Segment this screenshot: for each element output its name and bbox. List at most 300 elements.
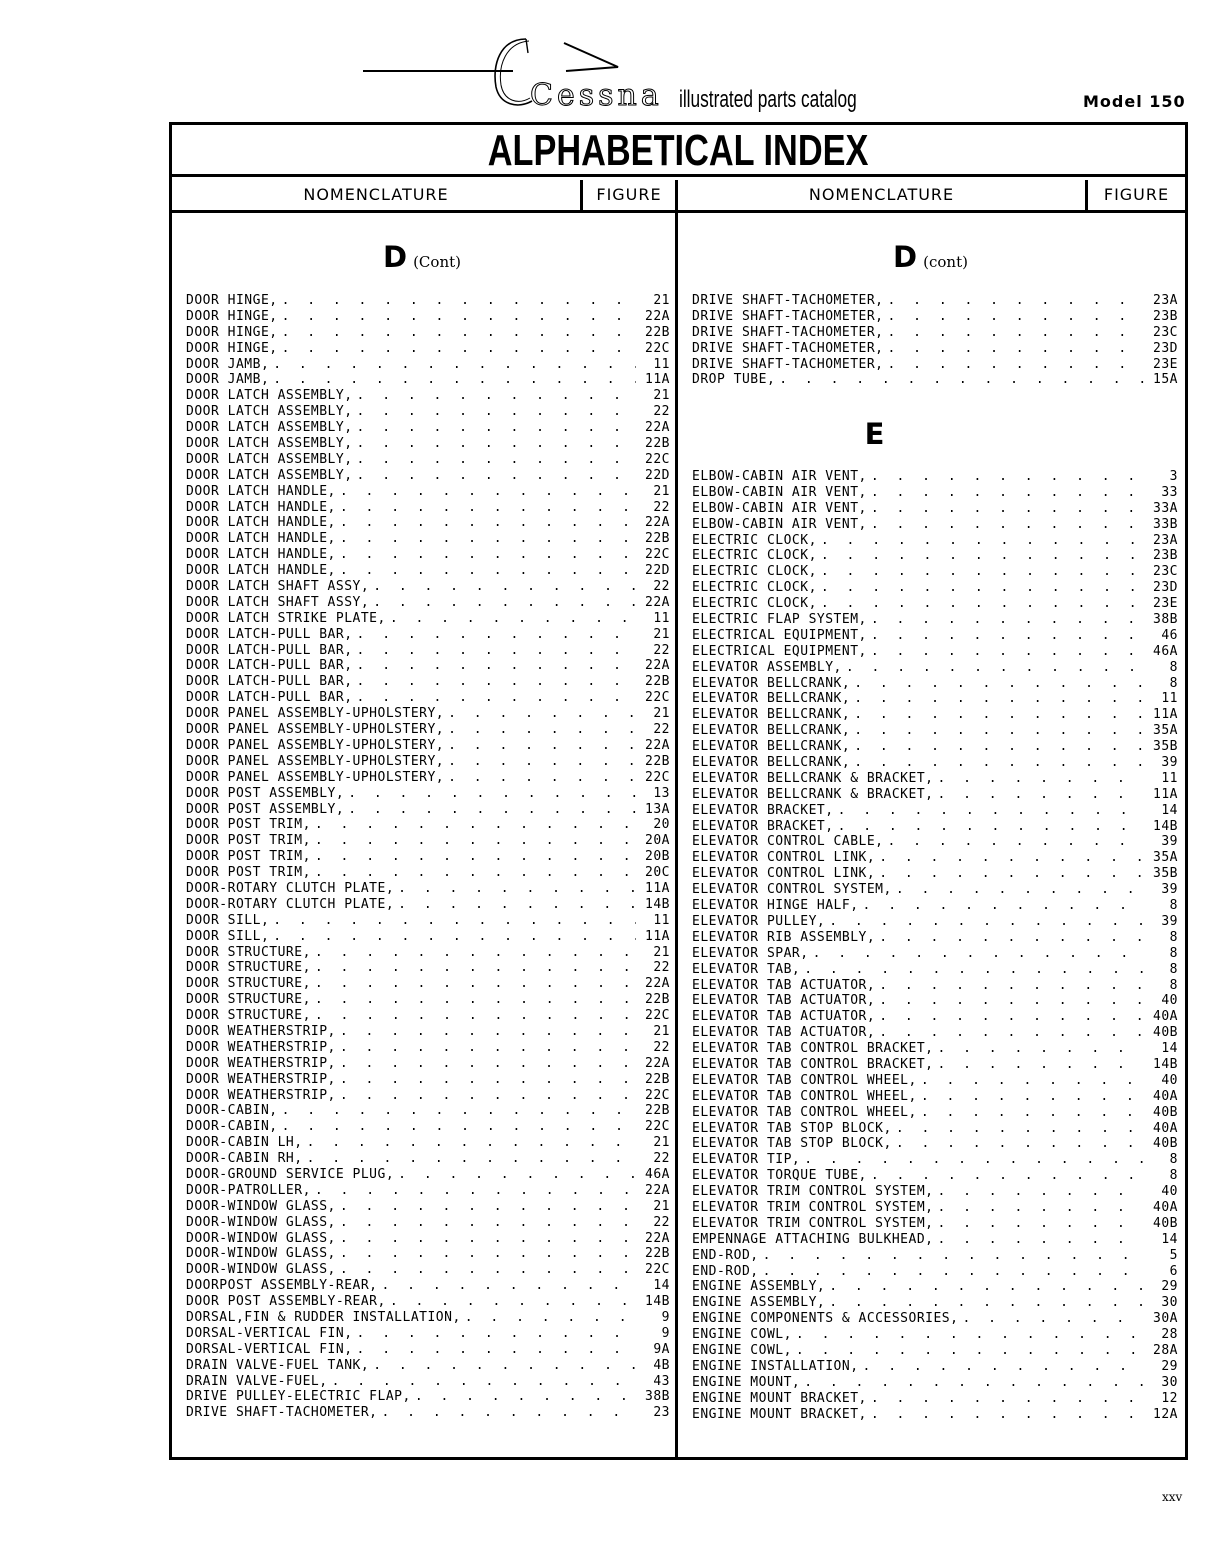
entry-name: ELEVATOR CONTROL LINK, bbox=[692, 850, 876, 866]
center-divider bbox=[675, 180, 678, 1457]
entry-figure: 20C bbox=[645, 865, 670, 881]
entry-figure: 22 bbox=[653, 499, 670, 515]
entry-figure: 40 bbox=[1161, 1184, 1178, 1200]
index-entry bbox=[692, 1089, 1178, 1105]
index-entry bbox=[186, 754, 670, 770]
entry-name: DOOR WEATHERSTRIP, bbox=[186, 1087, 336, 1103]
index-entry bbox=[692, 309, 1178, 325]
index-entry bbox=[692, 628, 1178, 644]
leader-dots bbox=[353, 674, 636, 690]
entry-figure: 22 bbox=[653, 404, 670, 420]
index-entry bbox=[186, 786, 670, 802]
leader-dots bbox=[850, 676, 1144, 692]
entry-figure: 11 bbox=[1161, 691, 1178, 707]
leader-dots bbox=[336, 1231, 636, 1247]
index-entry bbox=[692, 517, 1178, 533]
right-nomenclature-header: NOMENCLATURE bbox=[678, 180, 1085, 213]
leader-dots bbox=[884, 309, 1144, 325]
leader-dots bbox=[269, 929, 636, 945]
leader-dots bbox=[875, 930, 1144, 946]
entry-name: ENGINE MOUNT BRACKET, bbox=[692, 1390, 867, 1406]
index-entry bbox=[692, 1327, 1178, 1343]
entry-name: DOOR STRUCTURE, bbox=[186, 992, 311, 1008]
leader-dots bbox=[303, 1135, 636, 1151]
entry-figure: 11A bbox=[645, 928, 670, 944]
leader-dots bbox=[842, 660, 1144, 676]
leader-dots bbox=[809, 946, 1144, 962]
index-entry bbox=[186, 372, 670, 388]
entry-figure: 12A bbox=[1153, 1406, 1178, 1422]
entry-name: ELEVATOR CONTROL CABLE, bbox=[692, 834, 884, 850]
entry-figure: 11 bbox=[653, 912, 670, 928]
leader-dots bbox=[461, 1310, 636, 1326]
index-entry bbox=[692, 1168, 1178, 1184]
entry-name: DRAIN VALVE-FUEL TANK, bbox=[186, 1357, 370, 1373]
entry-name: DOOR LATCH HANDLE, bbox=[186, 563, 336, 579]
entry-name: DOOR-ROTARY CLUTCH PLATE, bbox=[186, 880, 395, 896]
entry-name: ENGINE COWL, bbox=[692, 1327, 792, 1343]
leader-dots bbox=[867, 469, 1144, 485]
entry-name: DOOR LATCH HANDLE, bbox=[186, 499, 336, 515]
entry-name: DOOR LATCH ASSEMBLY, bbox=[186, 451, 353, 467]
entry-name: DRIVE SHAFT-TACHOMETER, bbox=[692, 308, 884, 324]
entry-name: END-ROD, bbox=[692, 1247, 759, 1263]
entry-name: ENGINE COWL, bbox=[692, 1342, 792, 1358]
entry-figure: 23D bbox=[1153, 580, 1178, 596]
entry-figure: 40B bbox=[1153, 1025, 1178, 1041]
index-entry bbox=[692, 898, 1178, 914]
index-entry bbox=[186, 500, 670, 516]
index-entry bbox=[186, 706, 670, 722]
index-entry bbox=[186, 722, 670, 738]
entry-name: ENGINE COMPONENTS & ACCESSORIES, bbox=[692, 1311, 959, 1327]
index-entry bbox=[692, 946, 1178, 962]
entry-name: ELEVATOR BELLCRANK, bbox=[692, 755, 851, 771]
leader-dots bbox=[353, 420, 636, 436]
entry-name: ELECTRIC CLOCK, bbox=[692, 564, 817, 580]
entry-figure: 22A bbox=[645, 976, 670, 992]
entry-figure: 8 bbox=[1169, 1168, 1178, 1184]
index-entry bbox=[692, 1121, 1178, 1137]
leader-dots bbox=[867, 1407, 1144, 1423]
entry-name: DRIVE PULLEY-ELECTRIC FLAP, bbox=[186, 1389, 411, 1405]
leader-dots bbox=[933, 1232, 1144, 1248]
index-entry bbox=[186, 992, 670, 1008]
entry-name: DOOR PANEL ASSEMBLY-UPHOLSTERY, bbox=[186, 706, 445, 722]
entry-figure: 33 bbox=[1161, 484, 1178, 500]
entry-figure: 22A bbox=[645, 594, 670, 610]
entry-figure: 40A bbox=[1153, 1009, 1178, 1025]
entry-figure: 21 bbox=[653, 388, 670, 404]
entry-name: ELEVATOR TRIM CONTROL SYSTEM, bbox=[692, 1184, 934, 1200]
right-header-divider bbox=[1085, 180, 1088, 213]
entry-name: DORSAL-VERTICAL FIN, bbox=[186, 1325, 353, 1341]
entry-name: ENGINE ASSEMBLY, bbox=[692, 1279, 826, 1295]
index-entry bbox=[186, 1119, 670, 1135]
index-entry bbox=[692, 1105, 1178, 1121]
index-entry bbox=[692, 978, 1178, 994]
leader-dots bbox=[311, 960, 636, 976]
index-entry bbox=[692, 548, 1178, 564]
entry-figure: 22C bbox=[645, 690, 670, 706]
leader-dots bbox=[825, 1279, 1144, 1295]
entry-figure: 23C bbox=[1153, 564, 1178, 580]
entry-figure: 15A bbox=[1153, 372, 1178, 388]
index-entry bbox=[186, 945, 670, 961]
leader-dots bbox=[311, 992, 636, 1008]
entry-name: ENGINE ASSEMBLY, bbox=[692, 1295, 826, 1311]
entry-name: DOOR LATCH ASSEMBLY, bbox=[186, 404, 353, 420]
entry-name: DOORPOST ASSEMBLY-REAR, bbox=[186, 1278, 378, 1294]
index-entry bbox=[186, 547, 670, 563]
entry-name: DOOR LATCH SHAFT ASSY, bbox=[186, 579, 370, 595]
entry-name: DOOR HINGE, bbox=[186, 340, 278, 356]
index-entry bbox=[692, 914, 1178, 930]
entry-name: DOOR POST ASSEMBLY-REAR, bbox=[186, 1294, 386, 1310]
entry-name: DOOR-PATROLLER, bbox=[186, 1182, 311, 1198]
index-entry bbox=[186, 1342, 670, 1358]
entry-figure: 23C bbox=[1153, 324, 1178, 340]
leader-dots bbox=[336, 1199, 636, 1215]
entry-figure: 21 bbox=[653, 944, 670, 960]
entry-name: ELEVATOR BELLCRANK, bbox=[692, 675, 851, 691]
entry-figure: 14 bbox=[1161, 1041, 1178, 1057]
leader-dots bbox=[892, 882, 1144, 898]
title-bar bbox=[172, 125, 1185, 177]
entry-name: DORSAL-VERTICAL FIN, bbox=[186, 1341, 353, 1357]
page-title: ALPHABETICAL INDEX bbox=[488, 126, 869, 175]
entry-figure: 11 bbox=[653, 356, 670, 372]
entry-figure: 9 bbox=[661, 1325, 670, 1341]
right-figure-header: FIGURE bbox=[1088, 180, 1185, 213]
entry-figure: 22D bbox=[645, 467, 670, 483]
entry-figure: 22A bbox=[645, 658, 670, 674]
index-entry bbox=[186, 357, 670, 373]
entry-name: DRIVE SHAFT-TACHOMETER, bbox=[692, 324, 884, 340]
index-entry bbox=[692, 819, 1178, 835]
entry-name: DOOR POST TRIM, bbox=[186, 865, 311, 881]
leader-dots bbox=[311, 849, 636, 865]
index-entry bbox=[186, 770, 670, 786]
entry-figure: 22A bbox=[645, 1055, 670, 1071]
leader-dots bbox=[336, 500, 636, 516]
leader-dots bbox=[884, 325, 1144, 341]
leader-dots bbox=[933, 787, 1144, 803]
index-entry bbox=[186, 833, 670, 849]
leader-dots bbox=[958, 1311, 1144, 1327]
index-entry bbox=[186, 1151, 670, 1167]
entry-figure: 8 bbox=[1169, 961, 1178, 977]
entry-figure: 39 bbox=[1161, 834, 1178, 850]
entry-name: DOOR LATCH HANDLE, bbox=[186, 515, 336, 531]
leader-dots bbox=[933, 1041, 1144, 1057]
entry-figure: 22 bbox=[653, 1214, 670, 1230]
entry-name: DOOR LATCH HANDLE, bbox=[186, 547, 336, 563]
entry-figure: 22C bbox=[645, 547, 670, 563]
index-entry bbox=[692, 755, 1178, 771]
page-number: xxv bbox=[1162, 1490, 1183, 1504]
entry-figure: 14B bbox=[1153, 1056, 1178, 1072]
entry-name: DOOR-WINDOW GLASS, bbox=[186, 1262, 336, 1278]
leader-dots bbox=[875, 866, 1144, 882]
leader-dots bbox=[892, 1136, 1144, 1152]
entry-figure: 8 bbox=[1169, 659, 1178, 675]
index-entry bbox=[692, 1264, 1178, 1280]
entry-figure: 22B bbox=[645, 531, 670, 547]
leader-dots bbox=[336, 1024, 636, 1040]
index-entry bbox=[186, 1231, 670, 1247]
entry-figure: 11 bbox=[1161, 770, 1178, 786]
index-entry bbox=[186, 976, 670, 992]
entry-figure: 28 bbox=[1161, 1327, 1178, 1343]
leader-dots bbox=[311, 1008, 636, 1024]
left-figure-header: FIGURE bbox=[583, 180, 675, 213]
entry-figure: 33A bbox=[1153, 500, 1178, 516]
entry-name: DRIVE SHAFT-TACHOMETER, bbox=[692, 293, 884, 308]
entry-name: ELECTRICAL EQUIPMENT, bbox=[692, 643, 867, 659]
entry-name: DOOR STRUCTURE, bbox=[186, 1008, 311, 1024]
leader-dots bbox=[817, 533, 1144, 549]
entry-figure: 21 bbox=[653, 293, 670, 308]
entry-figure: 22C bbox=[645, 451, 670, 467]
entry-figure: 22B bbox=[645, 1103, 670, 1119]
entry-name: DOOR WEATHERSTRIP, bbox=[186, 1039, 336, 1055]
leader-dots bbox=[311, 976, 636, 992]
entry-figure: 14 bbox=[653, 1278, 670, 1294]
index-entry bbox=[186, 960, 670, 976]
entry-name: DOOR-CABIN, bbox=[186, 1119, 278, 1135]
entry-name: ELEVATOR TAB CONTROL WHEEL, bbox=[692, 1072, 917, 1088]
entry-name: DOOR LATCH HANDLE, bbox=[186, 531, 336, 547]
entry-figure: 35A bbox=[1153, 723, 1178, 739]
index-entry bbox=[692, 293, 1178, 309]
index-entry bbox=[186, 865, 670, 881]
index-entry bbox=[692, 1279, 1178, 1295]
entry-name: DOOR LATCH SHAFT ASSY, bbox=[186, 594, 370, 610]
entry-figure: 35A bbox=[1153, 850, 1178, 866]
index-entry bbox=[692, 1136, 1178, 1152]
leader-dots bbox=[386, 611, 636, 627]
entry-name: ELECTRIC CLOCK, bbox=[692, 596, 817, 612]
leader-dots bbox=[336, 1056, 636, 1072]
leader-dots bbox=[884, 341, 1144, 357]
entry-name: ELECTRIC CLOCK, bbox=[692, 548, 817, 564]
right-section-heading bbox=[678, 240, 1183, 274]
index-entry bbox=[186, 468, 670, 484]
leader-dots bbox=[867, 628, 1144, 644]
index-entry bbox=[692, 866, 1178, 882]
entry-name: DOOR LATCH HANDLE, bbox=[186, 483, 336, 499]
leader-dots bbox=[850, 755, 1144, 771]
entry-name: ELEVATOR TAB CONTROL WHEEL, bbox=[692, 1088, 917, 1104]
entry-figure: 8 bbox=[1169, 929, 1178, 945]
entry-figure: 38B bbox=[645, 1389, 670, 1405]
entry-name: DOOR POST ASSEMBLY, bbox=[186, 801, 345, 817]
index-entry bbox=[186, 484, 670, 500]
leader-dots bbox=[311, 945, 636, 961]
leader-dots bbox=[411, 1389, 636, 1405]
leader-dots bbox=[353, 658, 636, 674]
entry-name: ELEVATOR TAB CONTROL BRACKET, bbox=[692, 1056, 934, 1072]
index-entry bbox=[186, 595, 670, 611]
leader-dots bbox=[850, 691, 1144, 707]
index-entry bbox=[186, 1215, 670, 1231]
entry-name: ELEVATOR TAB CONTROL WHEEL, bbox=[692, 1104, 917, 1120]
index-entry bbox=[186, 436, 670, 452]
leader-dots bbox=[800, 1375, 1144, 1391]
entry-figure: 39 bbox=[1161, 882, 1178, 898]
leader-dots bbox=[444, 770, 636, 786]
index-entry bbox=[692, 1248, 1178, 1264]
index-entry bbox=[186, 817, 670, 833]
index-entry bbox=[186, 1326, 670, 1342]
leader-dots bbox=[353, 468, 636, 484]
leader-dots bbox=[278, 325, 636, 341]
entry-figure: 40A bbox=[1153, 1199, 1178, 1215]
index-entry bbox=[186, 929, 670, 945]
index-entry bbox=[186, 1008, 670, 1024]
entry-figure: 46A bbox=[645, 1166, 670, 1182]
entry-name: DRAIN VALVE-FUEL, bbox=[186, 1373, 328, 1389]
leader-dots bbox=[336, 1072, 636, 1088]
entry-figure: 14 bbox=[1161, 1231, 1178, 1247]
leader-dots bbox=[269, 357, 636, 373]
leader-dots bbox=[336, 563, 636, 579]
index-entry bbox=[186, 1040, 670, 1056]
entry-name: ELEVATOR TIP, bbox=[692, 1152, 801, 1168]
index-entry bbox=[186, 452, 670, 468]
index-entry bbox=[692, 834, 1178, 850]
entry-figure: 11A bbox=[1153, 707, 1178, 723]
entry-name: DOOR JAMB, bbox=[186, 356, 270, 372]
leader-dots bbox=[933, 1216, 1144, 1232]
entry-figure: 23B bbox=[1153, 548, 1178, 564]
entry-figure: 11A bbox=[645, 880, 670, 896]
entry-name: DOOR JAMB, bbox=[186, 372, 270, 388]
index-entry bbox=[692, 1073, 1178, 1089]
entry-figure: 46 bbox=[1161, 627, 1178, 643]
index-entry bbox=[186, 690, 670, 706]
entry-figure: 21 bbox=[653, 483, 670, 499]
entry-name: DOOR WEATHERSTRIP, bbox=[186, 1071, 336, 1087]
entry-figure: 14B bbox=[1153, 818, 1178, 834]
leader-dots bbox=[875, 993, 1144, 1009]
leader-dots bbox=[917, 1073, 1144, 1089]
index-entry bbox=[692, 1359, 1178, 1375]
index-entry bbox=[692, 533, 1178, 549]
entry-name: DOOR WEATHERSTRIP, bbox=[186, 1055, 336, 1071]
leader-dots bbox=[369, 579, 636, 595]
leader-dots bbox=[336, 1040, 636, 1056]
index-entry bbox=[186, 1262, 670, 1278]
leader-dots bbox=[850, 723, 1144, 739]
entry-figure: 11 bbox=[653, 610, 670, 626]
leader-dots bbox=[353, 388, 636, 404]
leader-dots bbox=[269, 372, 636, 388]
index-entry bbox=[186, 1103, 670, 1119]
entry-name: DOOR WEATHERSTRIP, bbox=[186, 1023, 336, 1039]
leader-dots bbox=[278, 341, 636, 357]
leader-dots bbox=[759, 1248, 1144, 1264]
entry-name: ELEVATOR TAB CONTROL BRACKET, bbox=[692, 1041, 934, 1057]
index-entry bbox=[186, 1405, 670, 1421]
entry-name: DOOR-CABIN RH, bbox=[186, 1151, 303, 1167]
brand-wordmark: Cessna bbox=[530, 78, 663, 113]
entry-figure: 40A bbox=[1153, 1120, 1178, 1136]
entry-figure: 3 bbox=[1169, 469, 1178, 484]
entry-figure: 23A bbox=[1153, 293, 1178, 308]
right-bottom-index-list bbox=[692, 469, 1178, 1422]
leader-dots bbox=[311, 833, 636, 849]
leader-dots bbox=[394, 1167, 636, 1183]
entry-figure: 21 bbox=[653, 1023, 670, 1039]
leader-dots bbox=[892, 1121, 1144, 1137]
index-entry bbox=[692, 993, 1178, 1009]
index-entry bbox=[186, 1056, 670, 1072]
leader-dots bbox=[269, 913, 636, 929]
entry-name: DOOR SILL, bbox=[186, 928, 270, 944]
entry-figure: 4B bbox=[653, 1357, 670, 1373]
index-entry bbox=[186, 881, 670, 897]
entry-name: ELEVATOR CONTROL SYSTEM, bbox=[692, 882, 892, 898]
entry-figure: 22B bbox=[645, 992, 670, 1008]
index-entry bbox=[186, 738, 670, 754]
entry-figure: 20B bbox=[645, 849, 670, 865]
index-entry bbox=[692, 1311, 1178, 1327]
entry-figure: 21 bbox=[653, 1135, 670, 1151]
entry-name: DRIVE SHAFT-TACHOMETER, bbox=[692, 340, 884, 356]
leader-dots bbox=[311, 817, 636, 833]
entry-name: DOOR LATCH ASSEMBLY, bbox=[186, 388, 353, 404]
entry-figure: 22 bbox=[653, 722, 670, 738]
entry-name: ELEVATOR TAB ACTUATOR, bbox=[692, 993, 876, 1009]
leader-dots bbox=[867, 644, 1144, 660]
leader-dots bbox=[884, 834, 1144, 850]
entry-name: ELEVATOR TAB STOP BLOCK, bbox=[692, 1136, 892, 1152]
leader-dots bbox=[867, 1391, 1144, 1407]
entry-name: ELEVATOR TAB ACTUATOR, bbox=[692, 1025, 876, 1041]
leader-dots bbox=[336, 484, 636, 500]
leader-dots bbox=[759, 1264, 1144, 1280]
leader-dots bbox=[817, 596, 1144, 612]
entry-name: ELEVATOR CONTROL LINK, bbox=[692, 866, 876, 882]
entry-name: ELEVATOR HINGE HALF, bbox=[692, 898, 859, 914]
leader-dots bbox=[311, 1183, 636, 1199]
entry-figure: 23E bbox=[1153, 356, 1178, 372]
entry-figure: 22B bbox=[645, 324, 670, 340]
leader-dots bbox=[394, 881, 636, 897]
entry-figure: 23D bbox=[1153, 340, 1178, 356]
index-frame bbox=[169, 122, 1188, 1460]
leader-dots bbox=[834, 803, 1144, 819]
index-entry bbox=[692, 357, 1178, 373]
entry-figure: 14B bbox=[645, 896, 670, 912]
index-entry bbox=[186, 1246, 670, 1262]
entry-figure: 11A bbox=[645, 372, 670, 388]
index-entry bbox=[692, 1216, 1178, 1232]
index-entry bbox=[692, 1232, 1178, 1248]
index-entry bbox=[186, 1389, 670, 1405]
index-entry bbox=[186, 849, 670, 865]
section-note: (Cont) bbox=[413, 253, 461, 271]
leader-dots bbox=[867, 1168, 1144, 1184]
entry-figure: 21 bbox=[653, 626, 670, 642]
entry-name: DOOR-WINDOW GLASS, bbox=[186, 1214, 336, 1230]
entry-figure: 39 bbox=[1161, 755, 1178, 771]
entry-figure: 21 bbox=[653, 706, 670, 722]
entry-name: DOOR HINGE, bbox=[186, 293, 278, 308]
leader-dots bbox=[792, 1327, 1144, 1343]
